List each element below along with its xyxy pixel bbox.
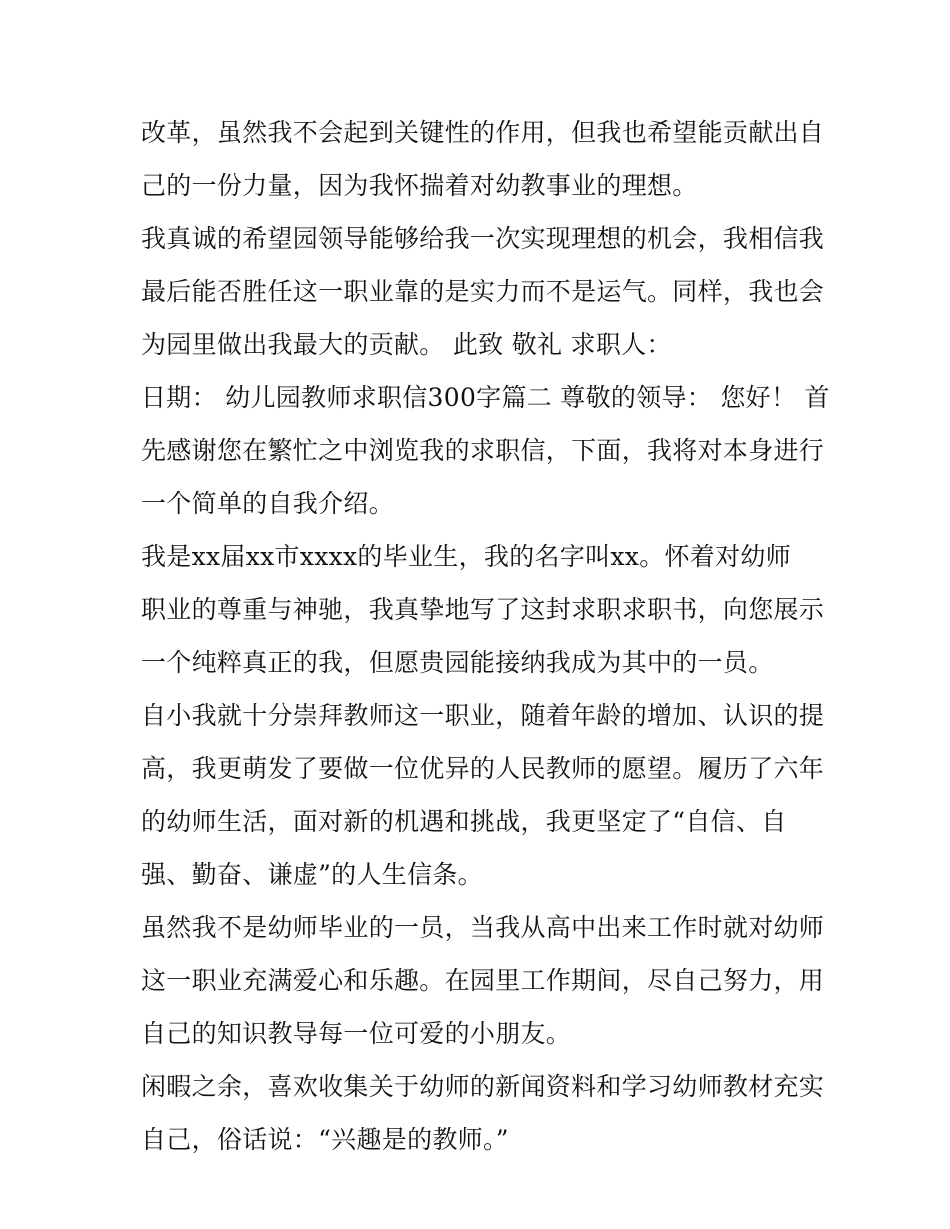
text-line: 日期： 幼儿园教师求职信300字篇二 尊敬的领导： 您好！ 首	[141, 383, 830, 412]
text-line: 一个简单的自我介绍。	[141, 489, 395, 518]
text-line: 我真诚的希望园领导能够给我一次实现理想的机会，我相信我	[141, 224, 825, 253]
document-body	[141, 106, 830, 1166]
text-line: 虽然我不是幼师毕业的一员，当我从高中出来工作时就对幼师	[141, 913, 825, 942]
text-line: 最后能否胜任这一职业靠的是实力而不是运气。同样，我也会	[141, 277, 825, 306]
text-line: 的幼师生活，面对新的机遇和挑战，我更坚定了“自信、自	[141, 807, 787, 836]
text-line: 自己的知识教导每一位可爱的小朋友。	[141, 1019, 572, 1048]
text-line: 职业的尊重与神驰，我真挚地写了这封求职求职书，向您展示	[141, 595, 825, 624]
text-line: 我是xx届xx市xxxx的毕业生，我的名字叫xx。怀着对幼师	[141, 542, 791, 571]
text-line: 一个纯粹真正的我，但愿贵园能接纳我成为其中的一员。	[141, 648, 774, 677]
text-line: 为园里做出我最大的贡献。 此致 敬礼 求职人：	[141, 330, 672, 359]
text-line: 这一职业充满爱心和乐趣。在园里工作期间，尽自己努力，用	[141, 966, 825, 995]
text-line: 先感谢您在繁忙之中浏览我的求职信，下面，我将对本身进行	[141, 436, 825, 465]
text-line: 闲暇之余，喜欢收集关于幼师的新闻资料和学习幼师教材充实	[141, 1072, 825, 1101]
text-line: 改革，虽然我不会起到关键性的作用，但我也希望能贡献出自	[141, 118, 825, 147]
text-line: 自小我就十分崇拜教师这一职业，随着年龄的增加、认识的提	[141, 701, 825, 730]
text-line: 强、勤奋、谦虚”的人生信条。	[141, 860, 483, 889]
text-line: 己的一份力量，因为我怀揣着对幼教事业的理想。	[141, 171, 698, 200]
text-line: 高，我更萌发了要做一位优异的人民教师的愿望。履历了六年	[141, 754, 825, 783]
text-line: 自己，俗话说：“兴趣是的教师。”	[141, 1125, 509, 1154]
